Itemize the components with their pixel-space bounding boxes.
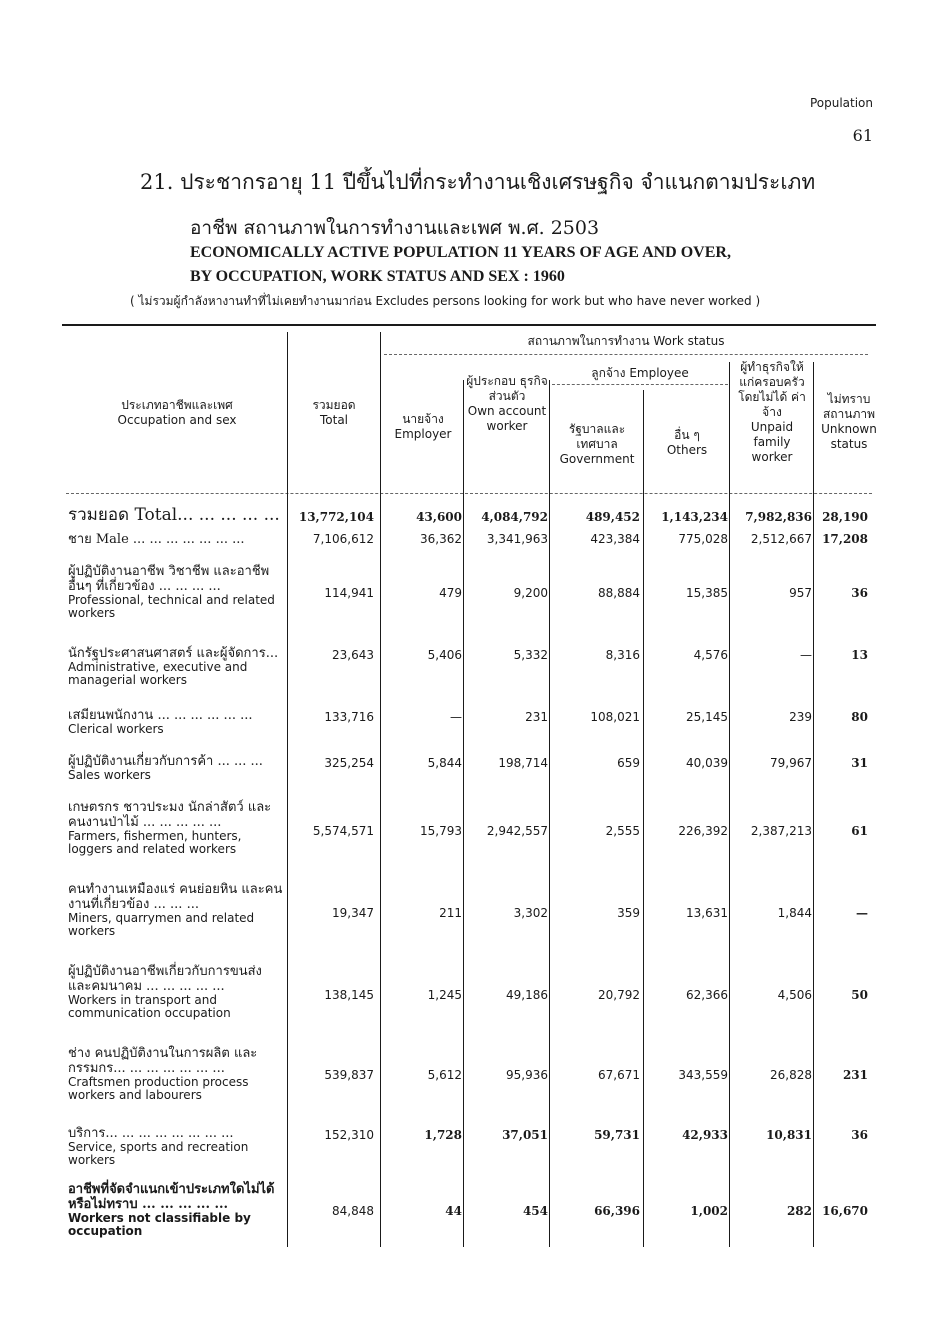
column-divider <box>287 332 288 1247</box>
cell-unpaid-family: 79,967 <box>770 756 812 770</box>
cell-total: 152,310 <box>324 1128 374 1142</box>
column-divider <box>380 332 381 1247</box>
page-number: 61 <box>852 126 873 145</box>
cell-government: 108,021 <box>590 710 640 724</box>
cell-employer: 44 <box>445 1204 462 1218</box>
cell-total: 133,716 <box>324 710 374 724</box>
cell-government: 423,384 <box>590 532 640 546</box>
header-employer: นายจ้าง Employer <box>394 412 452 441</box>
row-label: ช่าง คนปฏิบัติงานในการผลิต และ กรรมกร... ... ... ... ... ... ... Craftsmen production process workers and labourers <box>68 1046 258 1102</box>
cell-total: 23,643 <box>332 648 374 662</box>
cell-unpaid-family: 1,844 <box>777 906 812 920</box>
cell-others: 343,559 <box>678 1068 728 1082</box>
cell-unknown: 31 <box>851 756 868 770</box>
table-title-thai-line2: อาชีพ สถานภาพในการทำงานและเพศ พ.ศ. 2503 <box>190 217 600 239</box>
cell-employer: 1,728 <box>424 1128 462 1142</box>
cell-others: 62,366 <box>686 988 728 1002</box>
cell-own-account: 2,942,557 <box>486 824 548 838</box>
header-unknown-status: ไม่ทราบ สถานภาพ Unknown status <box>821 392 877 451</box>
row-label: ผู้ปฏิบัติงานเกี่ยวกับการค้า ... ... ... Sales workers <box>68 754 263 782</box>
column-divider <box>729 362 730 1247</box>
cell-unknown: 17,208 <box>822 532 868 546</box>
cell-unpaid-family: 2,512,667 <box>750 532 812 546</box>
cell-employer: 36,362 <box>420 532 462 546</box>
cell-own-account: 198,714 <box>498 756 548 770</box>
row-label: ผู้ปฏิบัติงานอาชีพเกี่ยวกับการขนส่ง และคมนาคม ... ... ... ... ... Workers in transport and communication occupation <box>68 964 262 1020</box>
header-others: อื่น ๆ Others <box>666 428 708 457</box>
row-label: เกษตรกร ชาวประมง นักล่าสัตว์ และ คนงานป่าไม้ ... ... ... ... ... Farmers, fishermen, hunters, loggers and related workers <box>68 800 272 856</box>
cell-employer: 15,793 <box>420 824 462 838</box>
cell-own-account: 9,200 <box>513 586 548 600</box>
cell-government: 59,731 <box>594 1128 640 1142</box>
header-employee: ลูกจ้าง Employee <box>591 366 689 380</box>
cell-total: 7,106,612 <box>312 532 374 546</box>
cell-unknown: — <box>856 906 868 920</box>
cell-others: 1,143,234 <box>661 510 728 524</box>
cell-unknown: 36 <box>851 586 868 600</box>
cell-own-account: 3,341,963 <box>486 532 548 546</box>
row-label: เสมียนพนักงาน ... ... ... ... ... ... Clerical workers <box>68 708 253 736</box>
cell-own-account: 49,186 <box>506 988 548 1002</box>
cell-unpaid-family: 239 <box>789 710 812 724</box>
cell-unpaid-family: 26,828 <box>770 1068 812 1082</box>
column-divider <box>813 362 814 1247</box>
cell-others: 4,576 <box>693 648 728 662</box>
cell-unpaid-family: 282 <box>786 1204 812 1218</box>
cell-others: 25,145 <box>686 710 728 724</box>
employee-rule <box>552 384 728 385</box>
row-label: คนทำงานเหมืองแร่ คนย่อยหิน และคนงานที่เกี่ยวข้อง ... ... ... Miners, quarrymen and related workers <box>68 882 283 938</box>
column-divider <box>463 380 464 1247</box>
column-divider <box>643 390 644 1247</box>
cell-unpaid-family: 4,506 <box>777 988 812 1002</box>
cell-unknown: 13 <box>851 648 868 662</box>
cell-employer: 5,844 <box>427 756 462 770</box>
header-work-status: สถานภาพในการทำงาน Work status <box>527 334 725 348</box>
cell-unpaid-family: 10,831 <box>766 1128 812 1142</box>
cell-employer: 1,245 <box>427 988 462 1002</box>
table-subtitle: ( ไม่รวมผู้กำลังหางานทำที่ไม่เคยทำงานมาก่อน Excludes persons looking for work but who have never worked ) <box>130 294 761 308</box>
row-label: ชาย Male ... ... ... ... ... ... ... <box>68 532 245 547</box>
cell-government: 2,555 <box>605 824 640 838</box>
cell-unknown: 36 <box>851 1128 868 1142</box>
cell-unpaid-family: — <box>800 648 812 662</box>
cell-government: 8,316 <box>605 648 640 662</box>
cell-own-account: 95,936 <box>506 1068 548 1082</box>
header-total: รวมยอด Total <box>312 398 356 427</box>
column-divider <box>549 380 550 1247</box>
top-rule <box>62 324 876 326</box>
cell-employer: 479 <box>439 586 462 600</box>
cell-total: 84,848 <box>332 1204 374 1218</box>
cell-own-account: 454 <box>522 1204 548 1218</box>
cell-unknown: 61 <box>851 824 868 838</box>
cell-others: 13,631 <box>686 906 728 920</box>
cell-others: 15,385 <box>686 586 728 600</box>
cell-others: 775,028 <box>678 532 728 546</box>
cell-employer: 211 <box>439 906 462 920</box>
work-status-rule <box>384 354 868 355</box>
cell-others: 1,002 <box>690 1204 728 1218</box>
row-label: บริการ... ... ... ... ... ... ... ... Service, sports and recreation workers <box>68 1126 249 1167</box>
cell-employer: 5,406 <box>427 648 462 662</box>
table-title-thai-line1: 21. ประชากรอายุ 11 ปีขึ้นไปที่กระทำงานเชิงเศรษฐกิจ จำแนกตามประเภท <box>140 170 816 194</box>
header-government: รัฐบาลและ เทศบาล Government <box>559 422 635 466</box>
cell-unpaid-family: 957 <box>789 586 812 600</box>
cell-government: 489,452 <box>585 510 640 524</box>
cell-own-account: 231 <box>525 710 548 724</box>
cell-employer: — <box>450 710 462 724</box>
cell-unknown: 80 <box>851 710 868 724</box>
cell-total: 539,837 <box>324 1068 374 1082</box>
cell-total: 13,772,104 <box>298 510 374 524</box>
row-label: รวมยอด Total... ... ... ... ... <box>68 505 280 525</box>
cell-others: 226,392 <box>678 824 728 838</box>
cell-employer: 43,600 <box>416 510 462 524</box>
header-bottom-rule <box>66 493 872 494</box>
cell-employer: 5,612 <box>427 1068 462 1082</box>
cell-government: 659 <box>617 756 640 770</box>
header-own-account: ผู้ประกอบ ธุรกิจส่วนตัว Own account worker <box>466 374 548 433</box>
cell-others: 40,039 <box>686 756 728 770</box>
cell-own-account: 5,332 <box>513 648 548 662</box>
cell-unknown: 50 <box>851 988 868 1002</box>
cell-unpaid-family: 7,982,836 <box>745 510 812 524</box>
row-label: อาชีพที่จัดจำแนกเข้าประเภทใดไม่ได้ หรือไม่ทราบ ... ... ... ... ... Workers not classifiable by occupation <box>68 1182 275 1238</box>
cell-government: 20,792 <box>598 988 640 1002</box>
cell-government: 88,884 <box>598 586 640 600</box>
cell-own-account: 4,084,792 <box>481 510 548 524</box>
row-label: นักรัฐประศาสนศาสตร์ และผู้จัดการ... Administrative, executive and managerial workers <box>68 646 279 687</box>
section-label: Population <box>809 96 873 110</box>
table-title-english-line1: ECONOMICALLY ACTIVE POPULATION 11 YEARS OF AGE AND OVER, <box>190 244 731 261</box>
cell-unpaid-family: 2,387,213 <box>750 824 812 838</box>
cell-unknown: 231 <box>842 1068 868 1082</box>
cell-unknown: 28,190 <box>822 510 868 524</box>
cell-total: 325,254 <box>324 756 374 770</box>
cell-total: 5,574,571 <box>312 824 374 838</box>
table-title-english-line2: BY OCCUPATION, WORK STATUS AND SEX : 1960 <box>190 268 565 285</box>
row-label: ผู้ปฏิบัติงานอาชีพ วิชาชีพ และอาชีพ อื่นๆ ที่เกี่ยวข้อง ... ... ... ... Professional, technical and related workers <box>68 564 275 620</box>
cell-own-account: 37,051 <box>502 1128 548 1142</box>
cell-total: 19,347 <box>332 906 374 920</box>
cell-total: 114,941 <box>324 586 374 600</box>
cell-government: 67,671 <box>598 1068 640 1082</box>
cell-total: 138,145 <box>324 988 374 1002</box>
cell-government: 66,396 <box>594 1204 640 1218</box>
cell-others: 42,933 <box>682 1128 728 1142</box>
cell-unknown: 16,670 <box>822 1204 868 1218</box>
cell-own-account: 3,302 <box>513 906 548 920</box>
cell-government: 359 <box>617 906 640 920</box>
header-unpaid-family: ผู้ทำธุรกิจให้ แก่ครอบครัว โดยไม่ได้ ค่าจ้าง Unpaid family worker <box>738 360 806 464</box>
header-occupation: ประเภทอาชีพและเพศ Occupation and sex <box>117 398 237 427</box>
